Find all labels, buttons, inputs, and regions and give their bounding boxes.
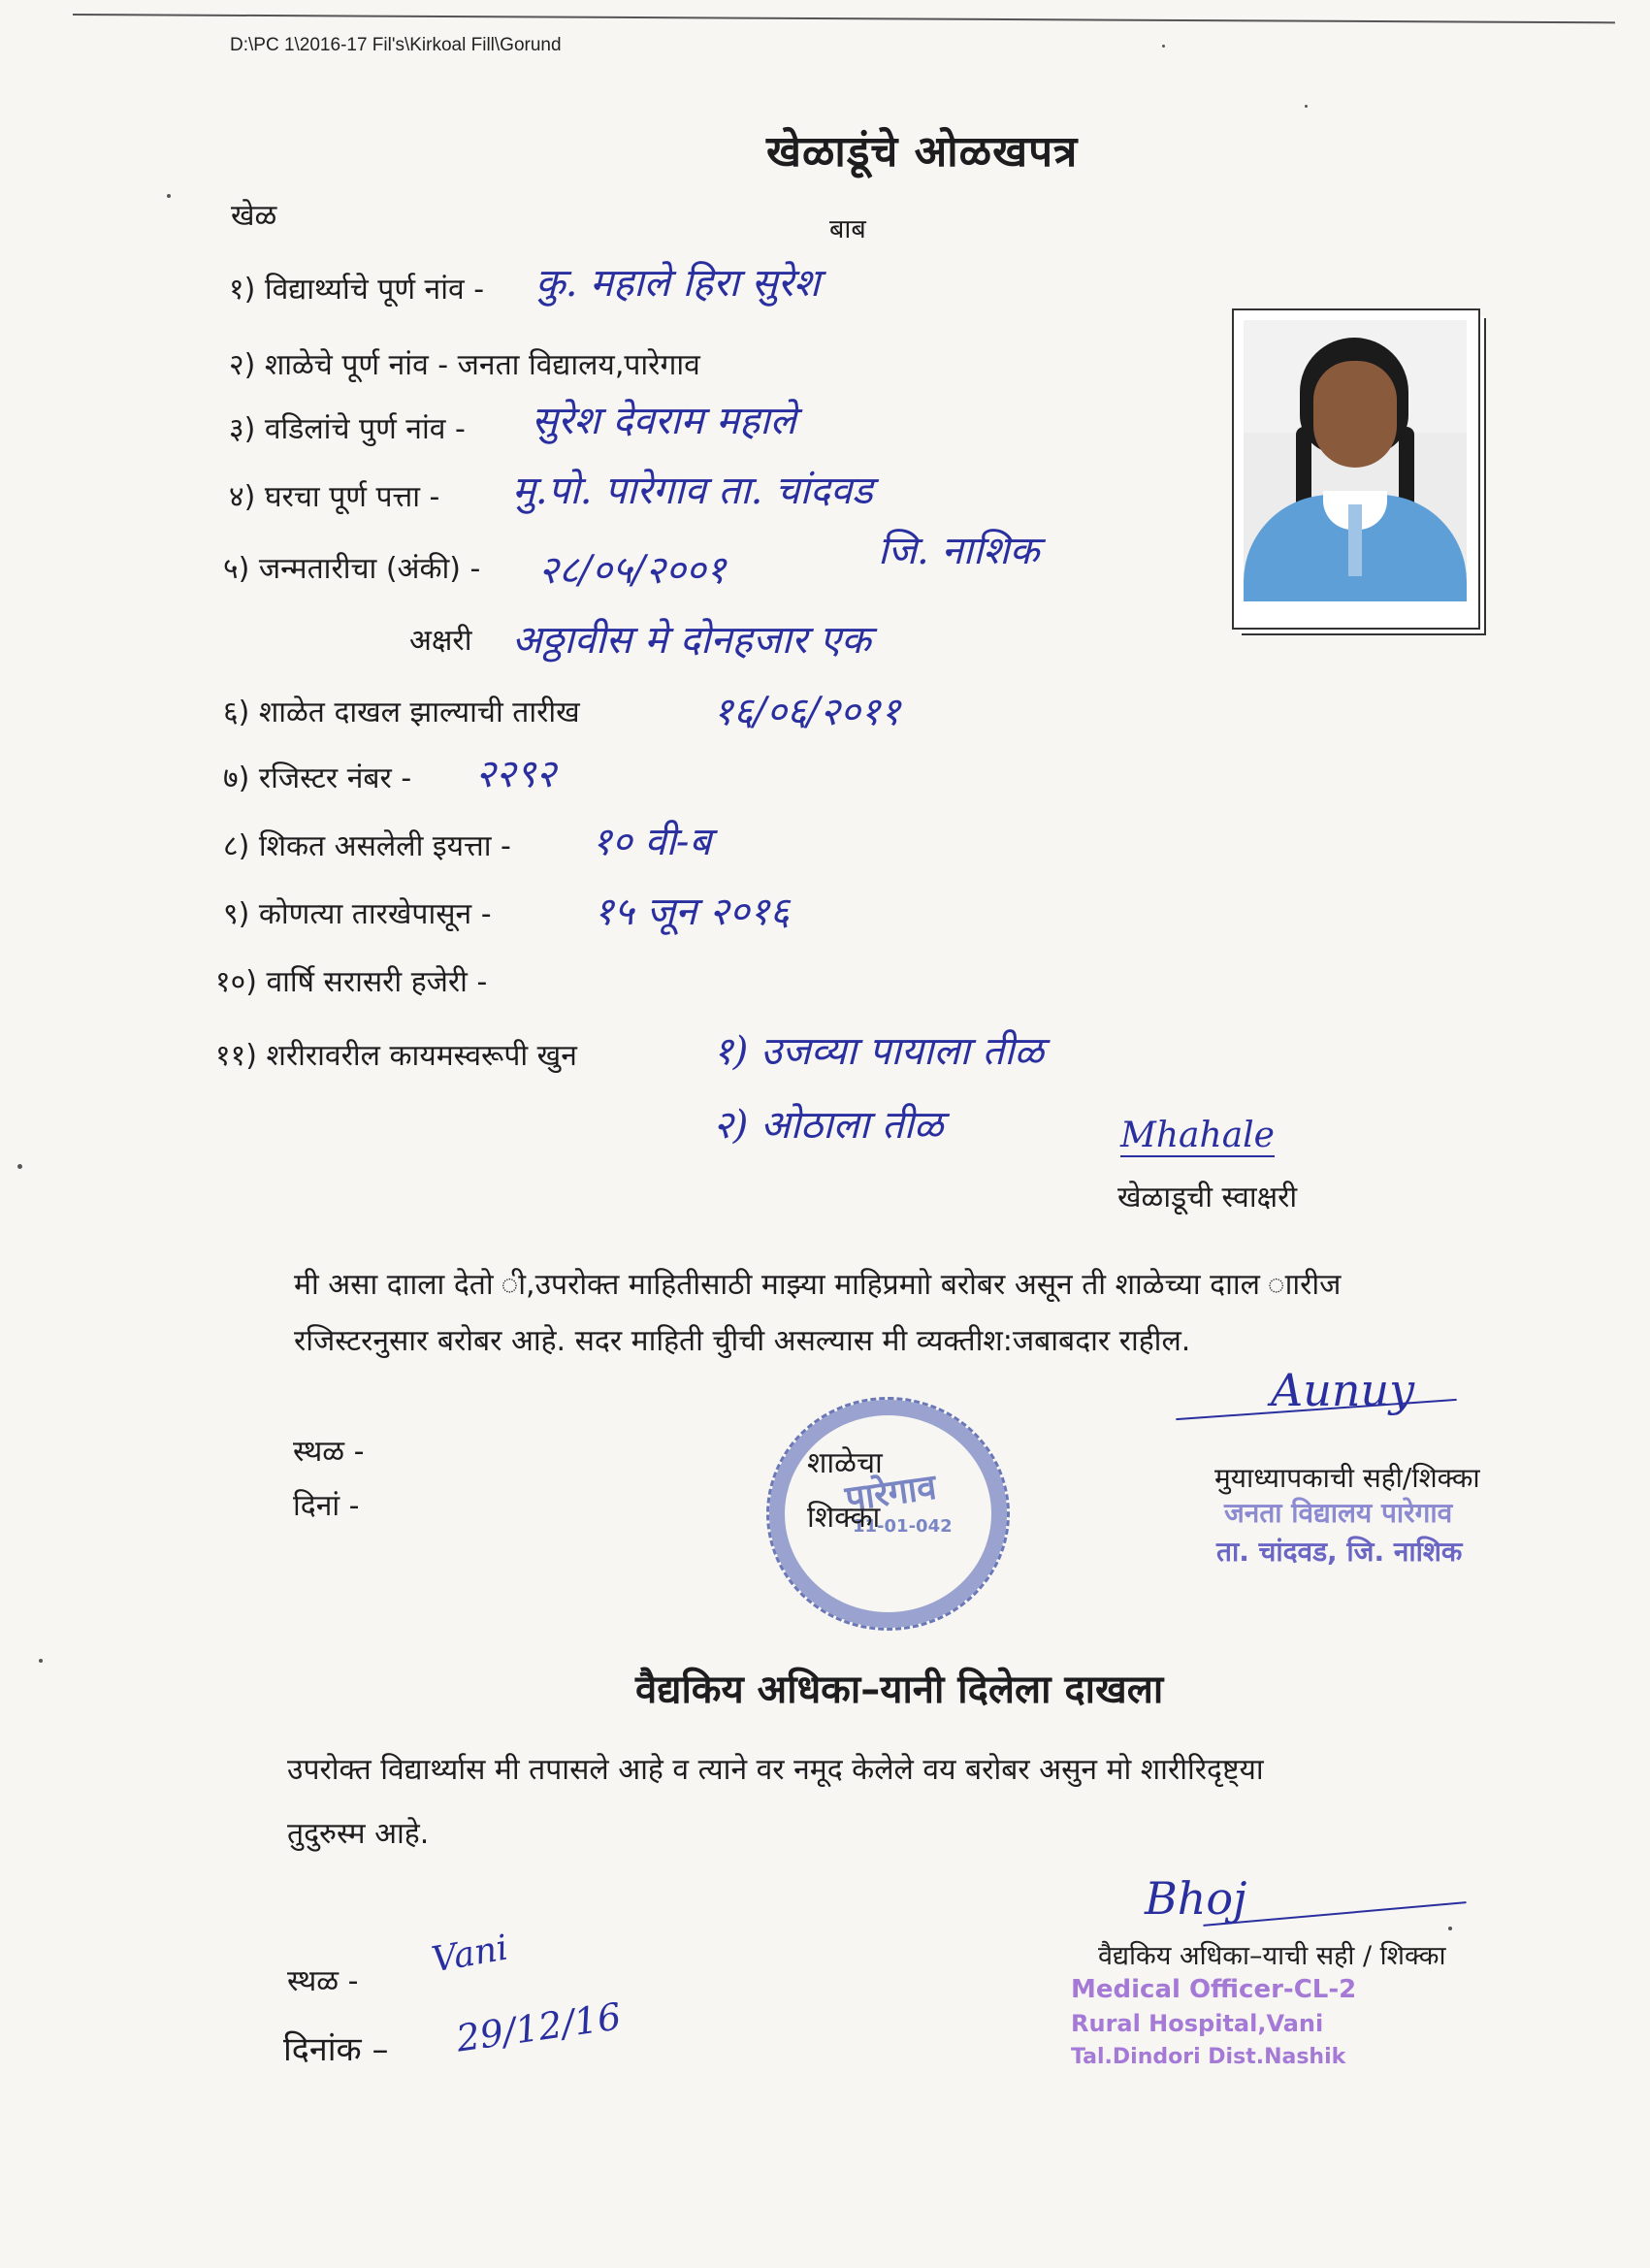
scan-speck [39, 1659, 43, 1663]
declaration-line-1: मी असा दााला देतो ी,उपरोक्त माहितीसाठी माझ्या माहिप्रमाो बरोबर असून ती शाळेच्या दााल ाारीज [294, 1268, 1342, 1302]
field-student-name-label: १) विद्यार्थ्याचे पूर्ण नांव - [229, 273, 485, 307]
medical-section-title: वैद्यकिय अधिका–यानी दिलेला दाखला [635, 1668, 1164, 1712]
medical-stamp-line-1: Medical Officer-CL-2 [1071, 1975, 1357, 2004]
field-father-name-value: सुरेश देवराम महाले [532, 399, 796, 443]
player-signature: Mhahale [1120, 1116, 1275, 1155]
field-dob-value: २८/०५/२००१ [538, 548, 727, 593]
identification-mark-1: १) उजव्या पायाला तीळ [713, 1029, 1045, 1074]
field-dob-words-label: अक्षरी [409, 624, 472, 658]
declaration-date-label: दिनां - [293, 1489, 360, 1523]
field-dob-label: ५) जन्मतारीचा (अंकी) - [223, 552, 481, 586]
medical-stamp-line-3: Tal.Dindori Dist.Nashik [1071, 2045, 1346, 2069]
field-father-name-label: ३) वडिलांचे पुर्ण नांव - [229, 412, 466, 446]
field-school-name: २) शाळेचे पूर्ण नांव - जनता विद्यालय,पारेगाव [229, 348, 700, 382]
headmaster-signature: Aunuy [1271, 1364, 1415, 1416]
school-stamp-name: जनता विद्यालय पारेगाव [1224, 1497, 1453, 1529]
officer-signature: Bhoj [1145, 1872, 1247, 1925]
field-admission-date-label: ६) शाळेत दाखल झाल्याची तारीख [223, 696, 580, 729]
field-student-name-value: कु. महाले हिरा सुरेश [535, 261, 821, 306]
field-register-no-value: २२९२ [475, 752, 557, 796]
scan-speck [1305, 105, 1308, 108]
field-class-value: १० वी-ब [592, 820, 712, 864]
photo-portrait [1244, 320, 1467, 601]
field-address-district: जि. नाशिक [878, 529, 1040, 573]
school-stamp-label-1: शाळेचा [807, 1446, 883, 1480]
field-dob-words-value: अठ्ठावीस मे दोनहजार एक [512, 618, 871, 663]
medical-place-value: Vani [429, 1928, 511, 1981]
field-identification-marks-label: ११) शरीरावरील कायमस्वरूपी खुन [215, 1039, 577, 1073]
student-photo [1232, 308, 1480, 630]
field-address-value: मु.पो. पारेगाव ता. चांदवड [512, 469, 873, 513]
file-path: D:\PC 1\2016-17 Fil's\Kirkoal Fill\Gorund [230, 35, 562, 55]
school-round-stamp [766, 1397, 1010, 1631]
medical-place-label: स्थळ - [287, 1964, 359, 1998]
headmaster-label: मुयाध्यापकाची सही/शिक्का [1214, 1462, 1480, 1494]
officer-label: वैद्यकिय अधिका–याची सही / शिक्का [1098, 1941, 1446, 1971]
scan-speck [17, 1164, 22, 1169]
school-stamp-label-2: शिक्का [807, 1501, 881, 1535]
field-since-date-label: ९) कोणत्या तारखेपासून - [223, 897, 492, 931]
field-class-label: ८) शिकत असलेली इयत्ता - [223, 829, 511, 863]
scan-speck [167, 194, 171, 198]
declaration-line-2: रजिस्टरनुसार बरोबर आहे. सदर माहिती चुीची असल्यास मी व्यक्तीश:जबाबदार राहील. [294, 1324, 1191, 1358]
round-stamp-code: 11-01-042 [853, 1516, 953, 1537]
medical-line-2: तुदुरुस्म आहे. [287, 1817, 430, 1851]
medical-line-1: उपरोक्त विद्यार्थ्यास मी तपासले आहे व त्याने वर नमूद केलेले वय बरोबर असुन मो शारीरिदृष्ट्या [287, 1753, 1264, 1787]
identification-mark-2: २) ओठाला तीळ [713, 1103, 944, 1148]
declaration-place-label: स्थळ - [293, 1435, 365, 1469]
item-label: बाब [829, 214, 866, 244]
top-rule [73, 14, 1615, 23]
round-stamp-name: पारेगाव [842, 1467, 939, 1520]
field-admission-date-value: १६/०६/२०११ [713, 690, 901, 734]
field-register-no-label: ७) रजिस्टर नंबर - [223, 761, 412, 795]
medical-date-label: दिनांक – [283, 2030, 389, 2069]
school-stamp-place: ता. चांदवड, जि. नाशिक [1216, 1536, 1463, 1568]
sport-label: खेळ [231, 199, 277, 233]
field-attendance-label: १०) वार्षि सरासरी हजेरी - [215, 965, 488, 999]
player-signature-label: खेळाडूची स्वाक्षरी [1117, 1181, 1298, 1215]
scan-speck [1448, 1927, 1452, 1930]
field-since-date-value: १५ जून २०१६ [594, 890, 791, 934]
scan-speck [1162, 45, 1165, 48]
page-title: खेळाडूंचे ओळखपत्र [766, 127, 1079, 177]
medical-date-value: 29/12/16 [453, 1994, 624, 2060]
medical-stamp-line-2: Rural Hospital,Vani [1071, 2010, 1324, 2037]
field-address-label: ४) घरचा पूर्ण पत्ता - [229, 480, 440, 514]
